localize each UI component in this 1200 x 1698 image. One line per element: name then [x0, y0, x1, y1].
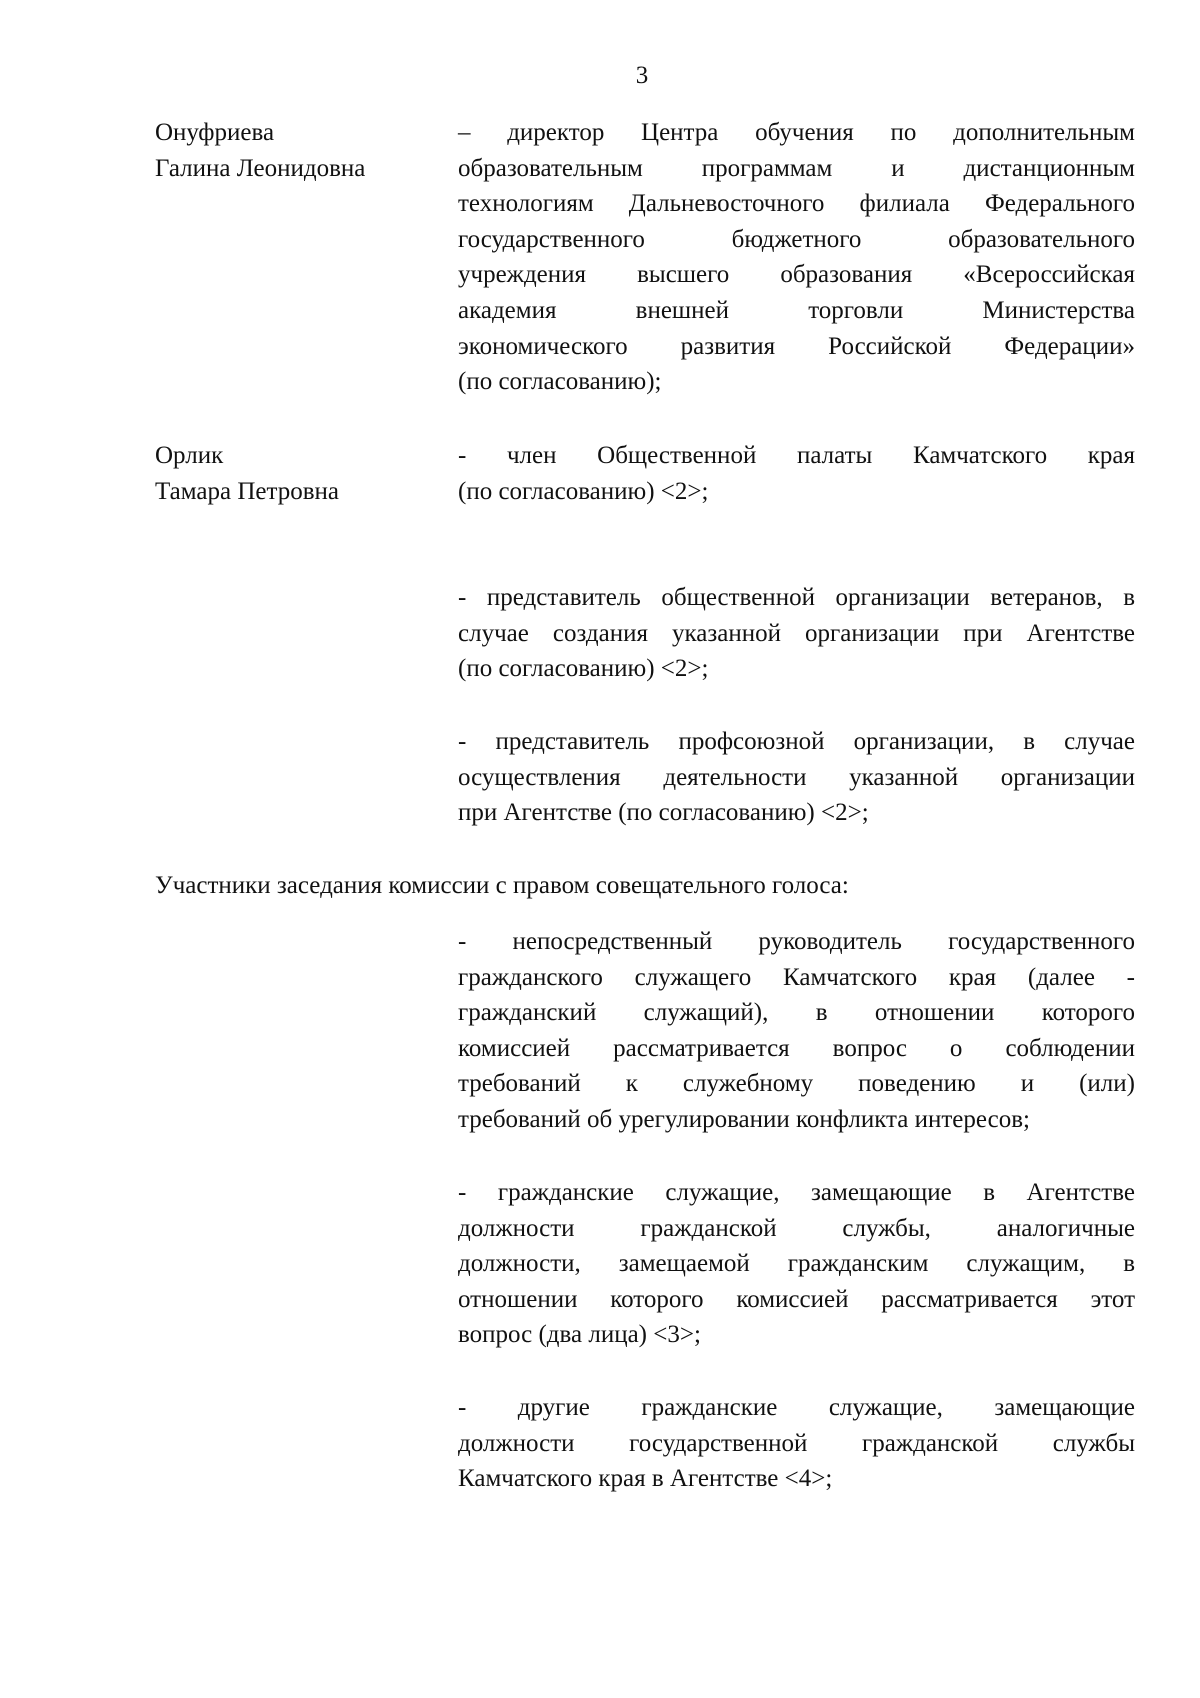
description-line: государственного бюджетного образовательного — [458, 225, 1135, 253]
description-line: вопрос (два лица) <3>; — [458, 1321, 701, 1349]
description-line: гражданского служащего Камчатского края (далее - — [458, 963, 1135, 991]
member-surname: Орлик — [155, 442, 224, 469]
description-line: при Агентстве (по согласованию) <2>; — [458, 799, 869, 827]
description-line: комиссией рассматривается вопрос о соблюдении — [458, 1034, 1135, 1062]
participant-description — [458, 1390, 1135, 1497]
description-line: должности гражданской службы, аналогичные — [458, 1214, 1135, 1242]
description-line: технологиям Дальневосточного филиала Федерального — [458, 190, 1135, 218]
description-line: (по согласованию) <2>; — [458, 655, 709, 683]
participant-description — [458, 924, 1135, 1138]
description-line: (по согласованию) <2>; — [458, 477, 709, 505]
description-line: – директор Центра обучения по дополнительным — [458, 119, 1135, 146]
description-line: должности государственной гражданской службы — [458, 1429, 1135, 1457]
description-line: гражданский служащий), в отношении которого — [458, 999, 1135, 1027]
description-line: - гражданские служащие, замещающие в Агентстве — [458, 1179, 1135, 1206]
description-line: экономического развития Российской Федерации» — [458, 332, 1135, 360]
member-surname: Онуфриева — [155, 119, 275, 146]
participant-description — [458, 1175, 1135, 1353]
description-line: - представитель общественной организации ветеранов, в — [458, 584, 1135, 611]
member-description — [458, 580, 1135, 687]
page-number: 3 — [635, 62, 649, 89]
description-line: - член Общественной палаты Камчатского края — [458, 442, 1135, 469]
description-line: должности, замещаемой гражданским служащим, в — [458, 1250, 1135, 1278]
member-name — [155, 115, 445, 186]
member-name — [155, 438, 445, 509]
description-line: академия внешней торговли Министерства — [458, 296, 1135, 324]
member-given-names: Тамара Петровна — [155, 477, 339, 505]
description-line: - представитель профсоюзной организации, в случае — [458, 728, 1135, 755]
description-line: учреждения высшего образования «Всероссийская — [458, 261, 1135, 289]
advisory-heading: Участники заседания комиссии с правом совещательного голоса: — [155, 872, 849, 899]
member-description — [458, 724, 1135, 831]
description-line: требований об урегулировании конфликта интересов; — [458, 1105, 1030, 1133]
description-line: случае создания указанной организации при Агентстве — [458, 619, 1135, 647]
description-line: - непосредственный руководитель государственного — [458, 928, 1135, 955]
description-line: осуществления деятельности указанной организации — [458, 763, 1135, 791]
description-line: образовательным программам и дистанционным — [458, 154, 1135, 182]
description-line: Камчатского края в Агентстве <4>; — [458, 1465, 833, 1493]
description-line: отношении которого комиссией рассматривается этот — [458, 1285, 1135, 1313]
description-line: - другие гражданские служащие, замещающие — [458, 1394, 1135, 1421]
member-description — [458, 438, 1135, 509]
description-line: (по согласованию); — [458, 368, 662, 396]
member-description — [458, 115, 1135, 400]
description-line: требований к служебному поведению и (или) — [458, 1070, 1135, 1098]
member-given-names: Галина Леонидовна — [155, 154, 366, 182]
